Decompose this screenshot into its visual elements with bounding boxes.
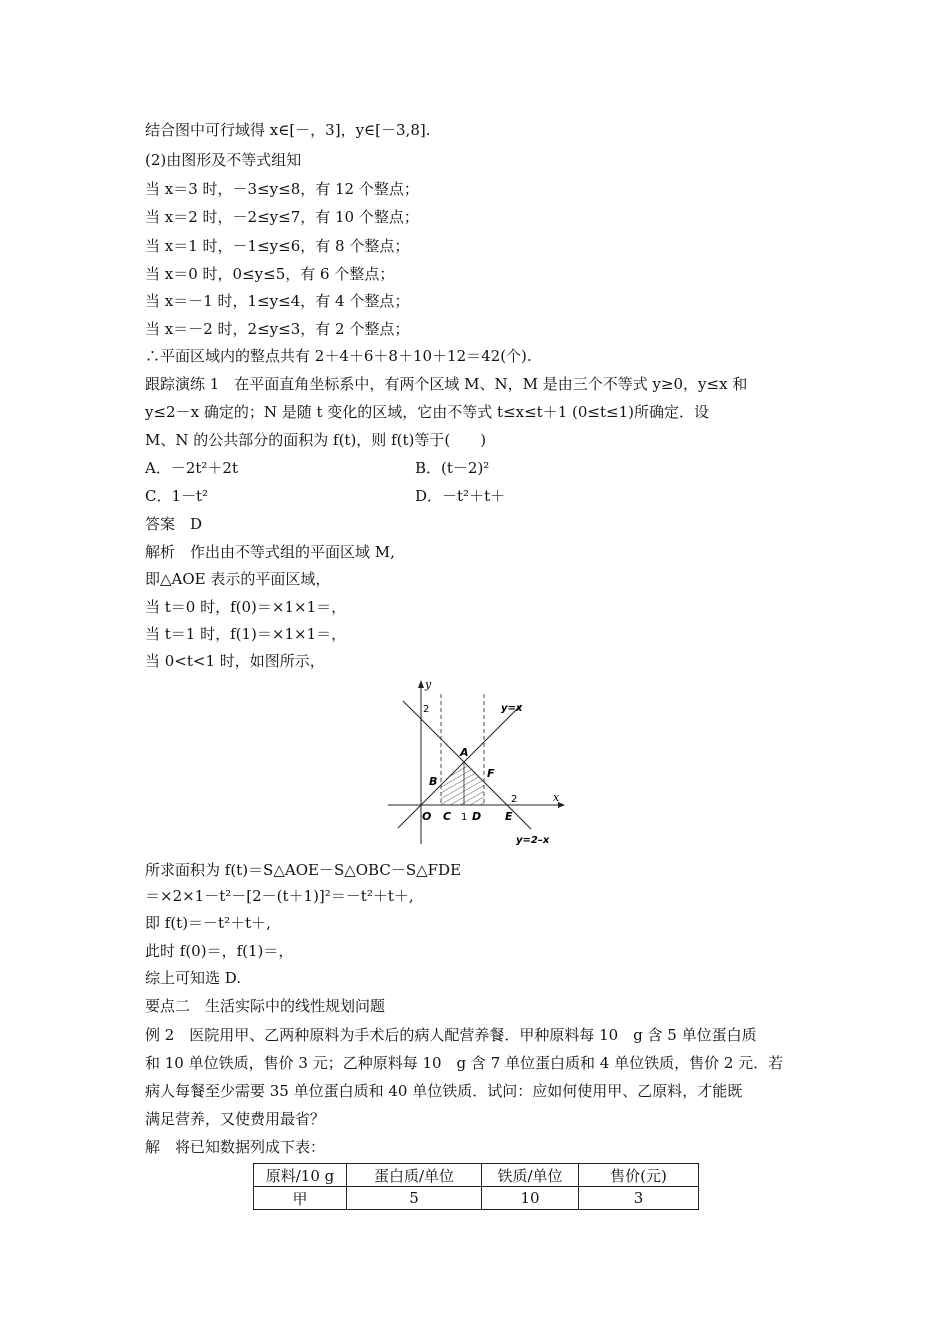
problem-text: 跟踪演练 1 在平面直角坐标系中，有两个区域 M、N，M 是由三个不等式 y≥0，y≤x 和 <box>145 375 748 393</box>
data-table <box>253 1163 699 1210</box>
example-text: 病人每餐至少需要 35 单位蛋白质和 40 单位铁质．试问：应如何使用甲、乙原料，才能既 <box>145 1082 743 1100</box>
point-e-label: E <box>505 810 513 823</box>
text-line: 当 x＝0 时，0≤y≤5，有 6 个整点； <box>145 265 395 283</box>
point-d-label: D <box>472 810 482 823</box>
text-line: 结合图中可行域得 x∈[－，3]，y∈[－3,8]. <box>145 121 431 139</box>
example-text: 和 10 单位铁质，售价 3 元；乙种原料每 10 g 含 7 单位蛋白质和 4 单位铁质，售价 2 元．若 <box>145 1054 784 1072</box>
table-cell: 10 <box>482 1187 579 1210</box>
solution-line: 综上可知选 D. <box>145 969 242 987</box>
text-line: (2)由图形及不等式组知 <box>145 151 302 169</box>
line-y-equals-x <box>398 705 521 828</box>
table-header-row <box>254 1164 699 1187</box>
region-figure <box>383 676 573 848</box>
point-c-label: C <box>443 810 452 823</box>
option-c: C．1－t² <box>145 487 209 505</box>
analysis-line: 即△AOE 表示的平面区域， <box>145 570 331 588</box>
y-axis-label: y <box>425 678 432 691</box>
option-b: B．(t－2)² <box>415 459 490 477</box>
solution-line: 即 f(t)＝－t²＋t＋, <box>145 914 271 932</box>
hatched-region <box>441 762 484 805</box>
y-tick-2: 2 <box>423 704 430 715</box>
section-heading: 要点二 生活实际中的线性规划问题 <box>145 997 386 1015</box>
point-a-label: A <box>460 746 469 759</box>
solution-line: ＝×2×1－t²－[2－(t＋1)]²＝－t²＋t＋, <box>145 887 414 905</box>
table-header-cell: 售价(元) <box>579 1164 699 1187</box>
x-axis-label: x <box>553 791 560 804</box>
solution-line: 此时 f(0)＝，f(1)＝， <box>145 942 294 960</box>
problem-text: y≤2－x 确定的；N 是随 t 变化的区域，它由不等式 t≤x≤t＋1 (0≤t≤1)所确定．设 <box>145 403 709 421</box>
option-a: A．－2t²＋2t <box>145 459 238 477</box>
table-header-cell: 原料/10 g <box>254 1164 347 1187</box>
label-y-equals-2-minus-x: y=2–x <box>516 835 550 846</box>
table-cell: 5 <box>347 1187 482 1210</box>
table-cell: 3 <box>579 1187 699 1210</box>
analysis-line: 当 t＝0 时，f(0)＝×1×1＝， <box>145 598 347 616</box>
option-d: D．－t²＋t＋ <box>415 487 506 505</box>
label-y-equals-x: y=x <box>501 703 523 714</box>
example-text: 满足营养，又使费用最省？ <box>145 1110 326 1128</box>
table-row <box>254 1187 699 1210</box>
text-line: 当 x＝－2 时，2≤y≤3，有 2 个整点； <box>145 320 410 338</box>
text-line: 当 x＝2 时，－2≤y≤7，有 10 个整点； <box>145 208 419 226</box>
text-line: 当 x＝3 时，－3≤y≤8，有 12 个整点； <box>145 180 419 198</box>
solution-line: 所求面积为 f(t)＝S△AOE－S△OBC－S△FDE <box>145 861 462 879</box>
analysis-line: 当 t＝1 时，f(1)＝×1×1＝， <box>145 625 347 643</box>
table-cell: 甲 <box>254 1187 347 1210</box>
x-tick-2: 2 <box>511 794 518 805</box>
problem-text: M、N 的公共部分的面积为 f(t)，则 f(t)等于( ) <box>145 431 487 449</box>
answer-line: 答案 D <box>145 515 203 533</box>
table-header-cell: 铁质/单位 <box>482 1164 579 1187</box>
analysis-line: 当 0<t<1 时，如图所示， <box>145 652 325 670</box>
analysis-line: 解析 作出由不等式组的平面区域 M, <box>145 543 395 561</box>
y-axis-arrow-icon <box>418 680 424 688</box>
example-text: 解 将已知数据列成下表： <box>145 1138 326 1156</box>
text-line: 当 x＝－1 时，1≤y≤4，有 4 个整点； <box>145 292 410 310</box>
point-f-label: F <box>487 767 495 780</box>
table-header-cell: 蛋白质/单位 <box>347 1164 482 1187</box>
x-tick-1: 1 <box>461 812 468 823</box>
text-line: ∴平面区域内的整点共有 2＋4＋6＋8＋10＋12＝42(个). <box>145 347 532 365</box>
text-line: 当 x＝1 时，－1≤y≤6，有 8 个整点； <box>145 237 410 255</box>
origin-label: O <box>422 810 432 823</box>
point-b-label: B <box>429 775 438 788</box>
example-text: 例 2 医院用甲、乙两种原料为手术后的病人配营养餐．甲种原料每 10 g 含 5 单位蛋白质 <box>145 1026 757 1044</box>
